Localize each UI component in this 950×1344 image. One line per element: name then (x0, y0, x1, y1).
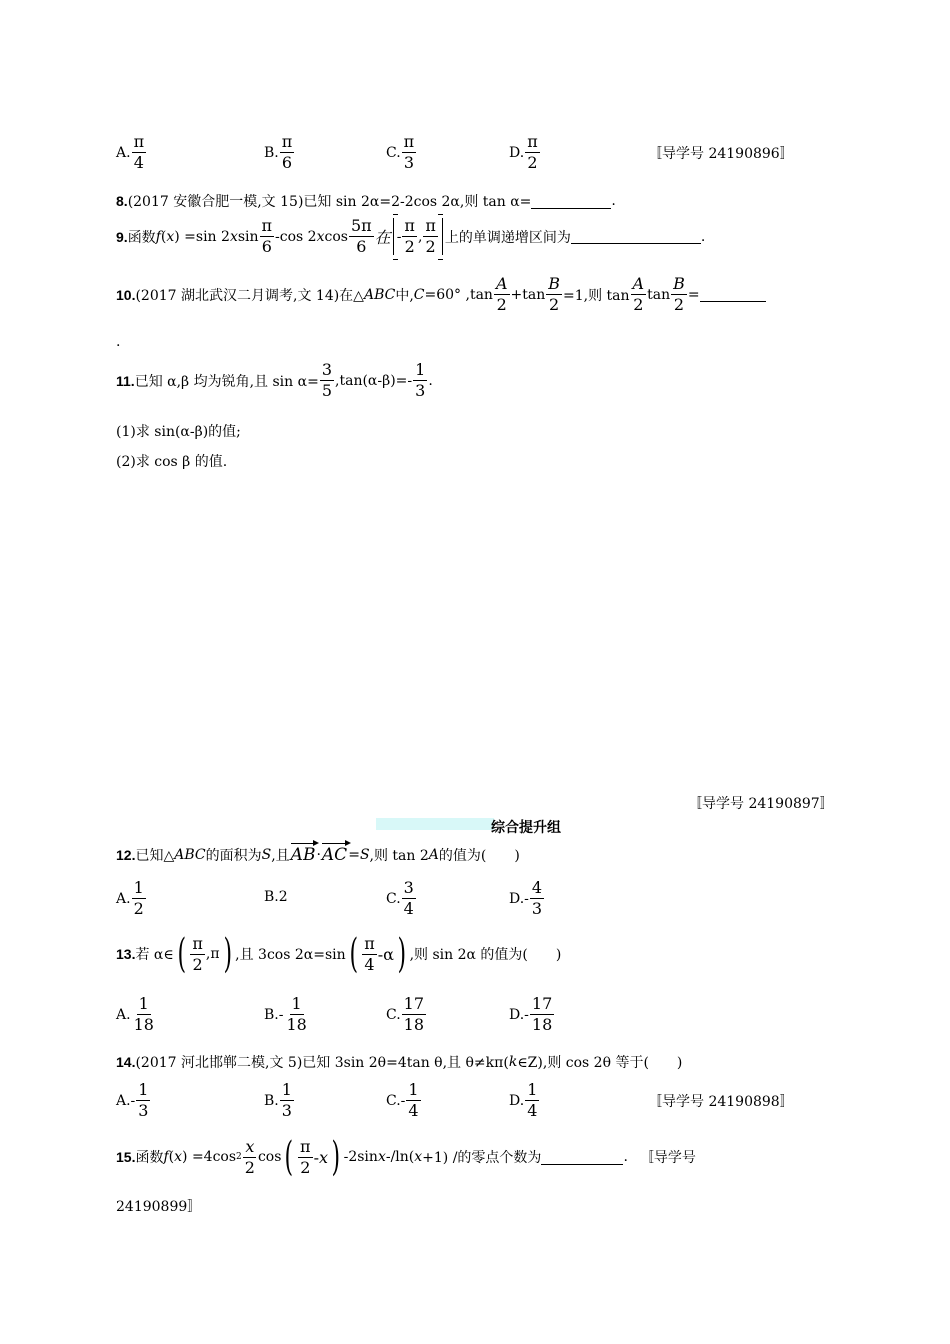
q13-option-b: B.- $\frac{1}{18}$ (264, 994, 307, 1034)
fraction: $\frac{\pi}{2}$ (300, 1136, 311, 1177)
fraction: $\frac{3}{5}$ (321, 360, 333, 400)
q12-option-a: A. $\frac{1}{2}$ (116, 878, 144, 918)
question-text: (2017 安徽合肥一模,文 15)已知 sin 2α=2-2cos 2α,则 tan α= (127, 194, 532, 210)
fraction: $\frac{\pi}{4}$ (133, 132, 145, 172)
fraction: $\frac{1}{18}$ (133, 994, 154, 1034)
fraction: $\frac{\pi}{3}$ (403, 132, 415, 172)
fraction: $\frac{\pi}{2}$ (192, 933, 203, 974)
fraction: $\frac{4}{3}$ (531, 878, 543, 918)
question-10: 10. (2017 湖北武汉二月调考,文 14)在△ ABC 中, C =60° ,tan $\frac{A}{2}$ +tan $\frac{B}{2}$ =1,则 tan $\frac{A}{2}$ tan $\frac{B}{2}$ = (116, 276, 766, 313)
question-12: 12. 已知△ ABC 的面积为 S ,且 AB · AC = S ,则 tan 2 A 的值为( ) (116, 845, 520, 865)
q12-option-b: B.2 (264, 889, 288, 905)
answer-blank[interactable] (531, 194, 611, 209)
vector-ab: AB (290, 845, 316, 865)
q7-option-d (509, 134, 541, 171)
fraction: $\frac{\pi}{4}$ (364, 933, 375, 974)
q13-option-a: A. $\frac{1}{18}$ (116, 994, 154, 1034)
fraction: $\frac{1}{4}$ (527, 1080, 538, 1120)
question-15: 15. 函数 f ( x ) =4cos 2 $\frac{x}{2}$ cos ( $\frac{\pi}{2}$ - x ) -2sin x -/ln( x +1) /的零点个数为 . 〚导学号 (116, 1134, 696, 1180)
q14-option-c: C.- $\frac{1}{4}$ (386, 1080, 419, 1120)
fraction: $\frac{A}{2}$ (632, 274, 645, 314)
question-9: 9. 函数 f ( x ) =sin 2 x sin $\frac{\pi}{6}$ -cos 2 x cos $\frac{5\pi}{6}$ 在 - $\frac{\pi}{2}$ , $\frac{\pi}{2}$ 上的单调递增区间为 . (116, 216, 706, 256)
option-label: B. (264, 144, 279, 161)
question-11: 11. 已知 α,β 均为锐角,且 sin α= $\frac{3}{5}$ ,tan(α-β)=- $\frac{1}{3}$ . (116, 360, 433, 400)
fraction: $\frac{\pi}{6}$ (281, 132, 293, 172)
interval: - $\frac{\pi}{2}$ , $\frac{\pi}{2}$ (393, 218, 443, 255)
fraction: $\frac{1}{18}$ (286, 994, 307, 1034)
q7-option-b (264, 134, 295, 171)
question-8: 8. (2017 安徽合肥一模,文 15)已知 sin 2α=2-2cos 2α,则 tan α= . (116, 193, 616, 210)
fraction: $\frac{1}{3}$ (281, 1080, 292, 1120)
fraction: $\frac{B}{2}$ (548, 274, 560, 314)
fraction: $\frac{17}{18}$ (531, 994, 553, 1034)
question-number: 8. (116, 193, 128, 209)
q14-option-a: A.- $\frac{1}{3}$ (116, 1080, 149, 1120)
section-title: 综合提升组 (491, 820, 561, 836)
q14-option-d: D. $\frac{1}{4}$ (509, 1080, 538, 1120)
fraction: $\frac{A}{2}$ (495, 274, 508, 314)
fraction: $\frac{\pi}{2}$ (527, 132, 538, 172)
fraction: $\frac{1}{2}$ (133, 878, 144, 918)
vector-ac: AC (321, 845, 348, 865)
fraction: $\frac{\pi}{6}$ (261, 216, 273, 256)
q12-option-c: C. $\frac{3}{4}$ (386, 878, 414, 918)
answer-blank[interactable] (700, 287, 766, 302)
q7-option-c (386, 134, 417, 171)
q7-option-a (116, 134, 147, 171)
answer-blank[interactable] (541, 1150, 623, 1165)
fraction: $\frac{1}{4}$ (408, 1080, 419, 1120)
question-number: 9. (116, 228, 128, 245)
section-highlight (376, 818, 494, 830)
q12-option-d: D.- $\frac{4}{3}$ (509, 878, 543, 918)
q11-sub-1: (1)求 sin(α-β)的值; (116, 424, 241, 440)
q10-end: . (116, 334, 121, 350)
q13-option-d: D.- $\frac{17}{18}$ (509, 994, 553, 1034)
ref-number-898: 〚导学号 24190898〛 (648, 1094, 794, 1110)
fraction: $\frac{17}{18}$ (403, 994, 425, 1034)
ref-number-899-part1: 〚导学号 (639, 1150, 696, 1166)
answer-blank[interactable] (571, 229, 701, 244)
fraction: $\frac{5\pi}{6}$ (350, 216, 372, 256)
question-number: 10. (116, 286, 136, 303)
fraction: $\frac{3}{4}$ (403, 878, 414, 918)
option-label: C. (386, 144, 401, 161)
question-number: 11. (116, 372, 135, 389)
question-number: 14. (116, 1054, 136, 1070)
option-label: D. (509, 144, 525, 161)
fraction: $\frac{\pi}{2}$ (404, 216, 415, 256)
ref-number-897: 〚导学号 24190897〛 (688, 796, 834, 812)
ref-number-896: 〚导学号 24190896〛 (648, 146, 794, 162)
q11-sub-2: (2)求 cos β 的值. (116, 454, 228, 470)
question-number: 13. (116, 946, 136, 962)
question-13: 13. 若 α∈ ( $\frac{\pi}{2}$ ,π ) ,且 3cos 2α=sin ( $\frac{\pi}{4}$ -α ) ,则 sin 2α 的值为( ) (116, 931, 562, 977)
q14-option-b: B. $\frac{1}{3}$ (264, 1080, 292, 1120)
fraction: $\frac{1}{3}$ (415, 360, 426, 400)
fraction: $\frac{\pi}{2}$ (425, 216, 436, 256)
fraction: $\frac{1}{3}$ (138, 1080, 149, 1120)
fraction: $\frac{B}{2}$ (673, 274, 685, 314)
fraction: $\frac{x}{2}$ (244, 1136, 255, 1177)
question-number: 15. (116, 1149, 136, 1165)
question-number: 12. (116, 847, 136, 863)
question-14: 14. (2017 河北邯郸二模,文 5)已知 3sin 2θ=4tan θ,且 θ≠kπ( k ∈Z),则 cos 2θ 等于( ) (116, 1054, 683, 1071)
ref-number-899-part2: 24190899〛 (116, 1199, 202, 1215)
q13-option-c: C. $\frac{17}{18}$ (386, 994, 425, 1034)
option-label: A. (116, 144, 131, 161)
